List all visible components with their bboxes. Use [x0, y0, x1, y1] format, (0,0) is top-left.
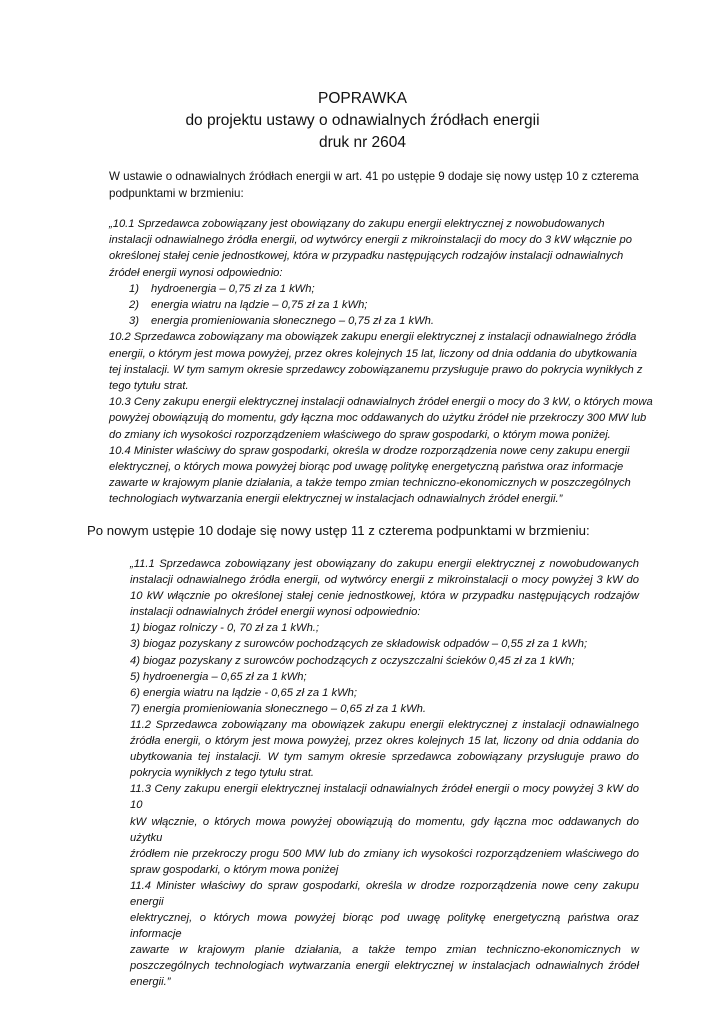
section10-p1-line: źródeł energii wynosi odpowiednio: [109, 266, 283, 279]
section10-p1-line: „10.1 Sprzedawca zobowiązany jest obowiązany do zakupu energii elektrycznej z nowobudowanych [109, 218, 605, 230]
section11-p1-line: instalacji odnawialnego źródła energii, od wytwórcy energii z mikroinstalacji o mocy powyżej 3 kW do [130, 574, 639, 587]
intro-line: W ustawie o odnawialnych źródłach energii w art. 41 po ustępie 9 dodaje się nowy ustęp 10 z czterema [109, 170, 639, 183]
document-subtitle: do projektu ustawy o odnawialnych źródłach energii [185, 112, 540, 129]
section11-list-item: 5) hydroenergia – 0,65 zł za 1 kWh; [130, 670, 307, 683]
section10-p4-line: 10.4 Minister właściwy do spraw gospodarki, określa w drodze rozporządzenia nowe ceny zakupu energii [109, 444, 630, 457]
section11-p3-line: 11.3 Ceny zakupu energii elektrycznej instalacji odnawialnych źródeł energii o mocy powyżej 3 kW do 10 [130, 783, 639, 812]
list-item-number: 1) [129, 282, 139, 295]
section10-p2-line: energii, o którym jest mowa powyżej, przez okres kolejnych 15 lat, liczony od dnia oddania do ubytkowania [109, 347, 637, 360]
section10-p2-line: 10.2 Sprzedawca zobowiązany ma obowiązek zakupu energii elektrycznej z instalacji odnawialnego źródła [109, 331, 637, 344]
section10-p4-line: zawarte w krajowym planie działania, a także tempo zmian techniczno-ekonomicznych w poszczególnych [109, 477, 631, 490]
intro-paragraph [109, 169, 639, 202]
section11-list-item: 4) biogaz pozyskany z surowców pochodzących z oczyszczalni ścieków 0,45 zł za 1 kWh; [130, 654, 575, 667]
section11-p4-line: poszczególnych technologiach wytwarzania energii elektrycznej w instalacjach odnawialnych źródeł [130, 960, 639, 973]
section11-p3-line: kW włącznie, o których mowa powyżej obowiązują do momentu, gdy łączna moc oddawanych do użytku [130, 815, 639, 844]
section11-p4-line: elektrycznej, o których mowa powyżej biorąc pod uwagę politykę energetyczną państwa oraz informacje [130, 912, 639, 941]
section10-p2-line: tego tytułu strat. [109, 380, 189, 393]
list-item-number: 2) [129, 299, 139, 312]
section10-p2-line: tej instalacji. W tym samym okresie sprzedawcy zobowiązanemu przysługuje prawo do pokrycia wynikłych z [109, 363, 643, 376]
section11-p2-line: źródła energii, o którym jest mowa powyżej, przez okres kolejnych 15 lat, liczony od dnia oddania do [130, 735, 639, 748]
list-item-text: energia promieniowania słonecznego – 0,75 zł za 1 kWh. [151, 315, 434, 328]
section-10 [109, 216, 653, 508]
section10-p4-line: technologiach wytwarzania energii elektrycznej w instalacjach odnawialnych źródeł energii.” [109, 493, 563, 506]
title-block [0, 88, 725, 154]
list-item-text: hydroenergia – 0,75 zł za 1 kWh; [151, 282, 315, 295]
section11-p4-line: 11.4 Minister właściwy do spraw gospodarki, określa w drodze rozporządzenia nowe ceny zakupu energii [130, 879, 639, 908]
section11-p4-line: zawarte w krajowym planie działania, a także tempo zmian techniczno-ekonomicznych w [130, 944, 639, 957]
section10-p3-line: 10.3 Ceny zakupu energii elektrycznej instalacji odnawialnych źródeł energii o mocy do 3 kW, o których mowa [109, 396, 653, 409]
section11-p4-line: energii.” [130, 976, 171, 989]
list-item-text: energia wiatru na lądzie – 0,75 zł za 1 kWh; [151, 299, 368, 312]
section11-list-item: 6) energia wiatru na lądzie - 0,65 zł za 1 kWh; [130, 686, 357, 699]
section10-list-item [109, 281, 629, 297]
section11-list-item: 1) biogaz rolniczy - 0, 70 zł za 1 kWh.; [130, 622, 320, 635]
list-item-number: 3) [129, 315, 139, 328]
section11-p2-line: 11.2 Sprzedawca zobowiązany ma obowiązek zakupu energii elektrycznej z instalacji odnawialnego [130, 718, 639, 731]
section11-p2-line: ubytkowania tej instalacji. W tym samym okresie sprzedawca zobowiązany przysługuje prawo do [130, 751, 639, 764]
between-paragraph: Po nowym ustępie 10 dodaje się nowy ustęp 11 z czterema podpunktami w brzmieniu: [87, 523, 590, 538]
section10-list-item [109, 297, 629, 313]
section11-p3-line: spraw gospodarki, o którym mowa poniżej [130, 863, 339, 876]
section10-p1-line: instalacji odnawialnego źródła energii, od wytwórcy energii z mikroinstalacji do mocy do 3 kW włącznie po [109, 234, 632, 247]
section10-p3-line: powyżej obowiązują do momentu, gdy łączna moc oddawanych do użytku źródeł nie przekroczy 300 MW lub [109, 412, 647, 425]
section10-p3-line: do zmiany ich wysokości rozporządzeniem właściwego do spraw gospodarki, o którym mowa poniżej. [109, 428, 611, 441]
section11-p1-line: „11.1 Sprzedawca zobowiązany jest obowiązany do zakupu energii elektrycznej z nowobudowanych [130, 558, 639, 570]
section10-p1-line: określonej stałej cenie jednostkowej, która w przypadku następujących rodzajów instalacji odnawialnych [109, 250, 624, 263]
section11-p1-line: 10 kW włącznie po określonej stałej cenie jednostkowej, która w przypadku następujących rodzajów [130, 590, 639, 603]
section11-p1-line: instalacji odnawialnych źródeł energii wynosi odpowiednio: [130, 606, 421, 619]
section11-p3-line: źródłem nie przekroczy progu 500 MW lub do zmiany ich wysokości rozporządzeniem właściwego do [130, 847, 639, 860]
document-title: POPRAWKA [318, 90, 407, 107]
document-number: druk nr 2604 [318, 134, 407, 151]
intro-line: podpunktami w brzmieniu: [109, 186, 244, 200]
section10-list-item [109, 313, 629, 329]
section-11 [130, 556, 639, 991]
section10-p4-line: elektrycznej, o których mowa powyżej biorąc pod uwagę politykę energetyczną państwa oraz informacje [109, 461, 624, 474]
section11-p2-line: pokrycia wynikłych z tego tytułu strat. [130, 767, 315, 780]
section11-list-item: 7) energia promieniowania słonecznego – 0,65 zł za 1 kWh. [130, 702, 427, 715]
section11-list-item: 3) biogaz pozyskany z surowców pochodzących ze składowisk odpadów – 0,55 zł za 1 kWh; [130, 638, 588, 651]
